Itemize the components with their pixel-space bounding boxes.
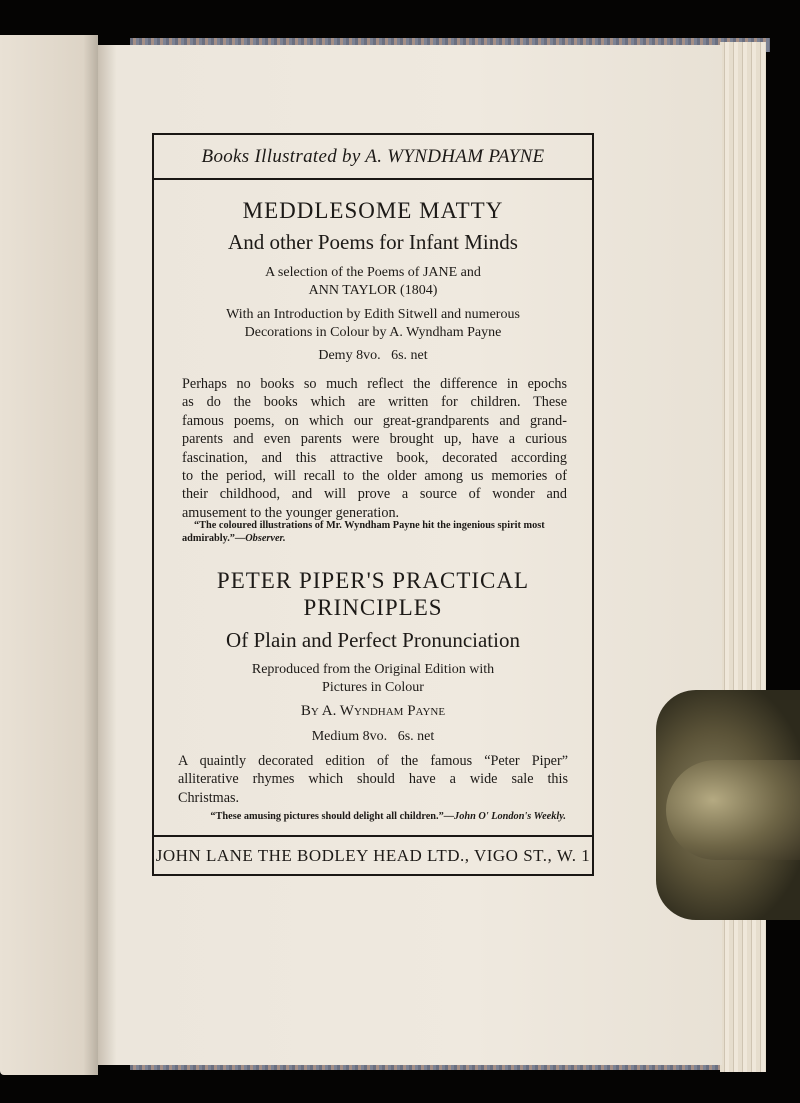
text-line: Pictures in Colour (322, 680, 424, 695)
price: 6s. net (397, 729, 435, 744)
text-line: ANN TAYLOR (1804) (308, 283, 438, 298)
book2-description (178, 752, 568, 807)
advertisement-frame (152, 133, 594, 876)
book1-selection (154, 264, 592, 300)
book1-format-price (154, 347, 592, 365)
text-line: With an Introduction by Edith Sitwell and numerous (226, 307, 520, 322)
text-line: Christmas. (178, 789, 240, 806)
text-line: fascination, and this attractive book, decorated according (182, 449, 567, 466)
review-source: —Observer. (234, 533, 286, 544)
text-line: as do the books which are written for children. These (182, 394, 567, 411)
book2-byline: By A. Wyndham Payne (300, 703, 446, 719)
book2-format-price (154, 728, 592, 746)
text-line: amusement to the younger generation. (182, 504, 400, 521)
publisher-footer: JOHN LANE THE BODLEY HEAD LTD., VIGO ST., W. 1 (154, 835, 592, 874)
text-line: parents and even parents were brought up, have a curious (182, 431, 567, 448)
text-line: alliterative rhymes which should have a wide sale this (178, 771, 568, 788)
text-line: famous poems, on which our great-grandparents and grand- (182, 412, 567, 429)
brass-clasp (656, 690, 800, 920)
review-quote: “The coloured illustrations of Mr. Wyndham Payne hit the ingenious spirit most admirably.” (182, 520, 545, 544)
text-line: Reproduced from the Original Edition with (251, 662, 495, 677)
book1-description (182, 375, 567, 522)
left-page (0, 35, 98, 1075)
text-line: Perhaps no books so much reflect the difference in epochs (182, 376, 567, 392)
format: Medium 8vo. (311, 729, 388, 744)
text-line: A quaintly decorated edition of the famous “Peter Piper” (178, 753, 568, 769)
book2-title (154, 568, 592, 621)
text-line: their childhood, and will prove a source of wonder and (182, 486, 567, 503)
book1-title: MEDDLESOME MATTY (242, 198, 504, 223)
book2-subtitle: Of Plain and Perfect Pronunciation (226, 628, 520, 652)
book2-reproduced (154, 661, 592, 697)
format: Demy 8vo. (318, 348, 381, 363)
text-line: to the period, will recall to the older among us memories of (182, 468, 567, 485)
text-line: A selection of the Poems of JANE and (265, 265, 481, 280)
book1-subtitle: And other Poems for Infant Minds (228, 230, 518, 254)
frame-header: Books Illustrated by A. WYNDHAM PAYNE (154, 135, 592, 180)
text-line: PETER PIPER'S PRACTICAL (216, 568, 530, 593)
text-line: Decorations in Colour by A. Wyndham Payne (244, 325, 502, 340)
book2-review (182, 810, 566, 823)
text-line: PRINCIPLES (303, 595, 443, 620)
book1-review (182, 519, 567, 545)
price: 6s. net (391, 348, 428, 363)
book1-intro (154, 306, 592, 342)
review-quote: “These amusing pictures should delight all children.” (210, 811, 444, 822)
review-source: —John O' London's Weekly. (443, 811, 566, 822)
